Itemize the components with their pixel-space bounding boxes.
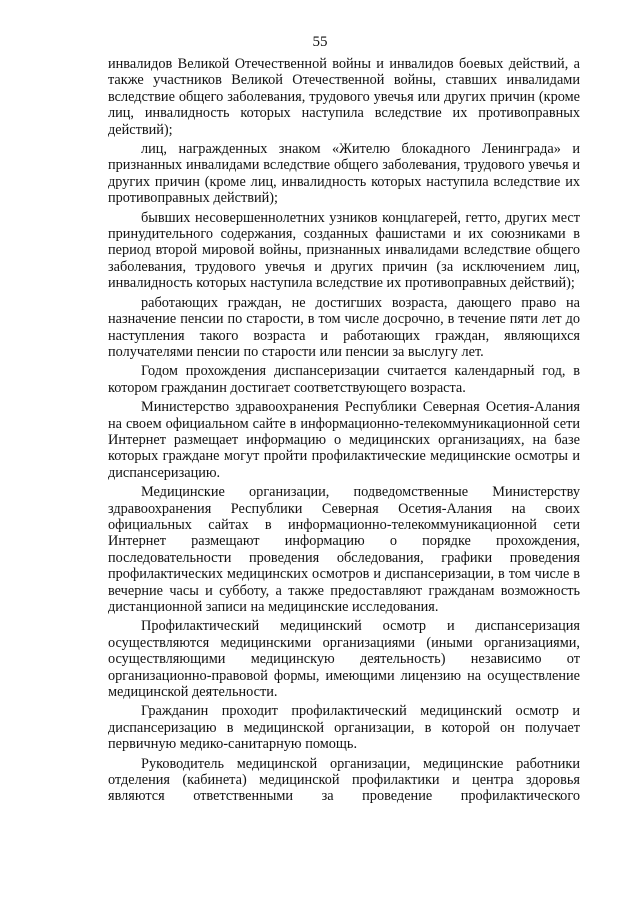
paragraph: лиц, награжденных знаком «Жителю блокадного Ленинграда» и признанных инвалидами вследствие общего заболевания, трудового увечья и других причин (кроме лиц, инвалидность которых наступила вследствие их противоправных действий);: [108, 141, 580, 207]
paragraph: Гражданин проходит профилактический медицинский осмотр и диспансеризацию в медицинской организации, в которой он получает первичную медико-санитарную помощь.: [108, 703, 580, 753]
paragraph: бывших несовершеннолетних узников концлагерей, гетто, других мест принудительного содержания, созданных фашистами и их союзниками в период второй мировой войны, признанных инвалидами вследствие общего заболевания, трудового увечья и других причин (за исключением лиц, инвалидность которых наступила вследствие их противоправных действий);: [108, 209, 580, 292]
page-number: 55: [312, 34, 328, 50]
paragraph: Профилактический медицинский осмотр и диспансеризация осуществляются медицинскими организациями (иными организациями, осуществляющими медицинскую деятельность) независимо от организационно-правовой формы, имеющими лицензию на осуществление медицинской деятельности.: [108, 618, 580, 701]
paragraph: Медицинские организации, подведомственные Министерству здравоохранения Республики Северная Осетия-Алания на своих официальных сайтах в информационно-телекоммуникационной сети Интернет размещают информацию о порядке прохождения, последовательности проведения обследования, графики проведения профилактических медицинских осмотров и диспансеризации, в том числе в вечерние часы и субботу, а также предоставляют гражданам возможность дистанционной записи на медицинские исследования.: [108, 484, 580, 615]
paragraph: инвалидов Великой Отечественной войны и инвалидов боевых действий, а также участников Великой Отечественной войны, ставших инвалидами вследствие общего заболевания, трудового увечья или других причин (кроме лиц, инвалидность которых наступила вследствие их противоправных действий);: [108, 56, 580, 138]
paragraph: Министерство здравоохранения Республики Северная Осетия-Алания на своем официальном сайте в информационно-телекоммуникационной сети Интернет размещает информацию о медицинских организациях, на базе которых граждане могут пройти профилактические медицинские осмотры и диспансеризацию.: [108, 399, 580, 481]
paragraph: работающих граждан, не достигших возраста, дающего право на назначение пенсии по старости, в том числе досрочно, в течение пяти лет до наступления такого возраста и работающих граждан, являющихся получателями пенсии по старости или пенсии за выслугу лет.: [108, 294, 580, 360]
paragraph: Руководитель медицинской организации, медицинские работники отделения (кабинета) медицинской профилактики и центра здоровья являются ответственными за проведение профилактического: [108, 755, 580, 805]
document-body: [108, 56, 580, 805]
paragraph: Годом прохождения диспансеризации считается календарный год, в котором гражданин достигает соответствующего возраста.: [108, 363, 580, 396]
